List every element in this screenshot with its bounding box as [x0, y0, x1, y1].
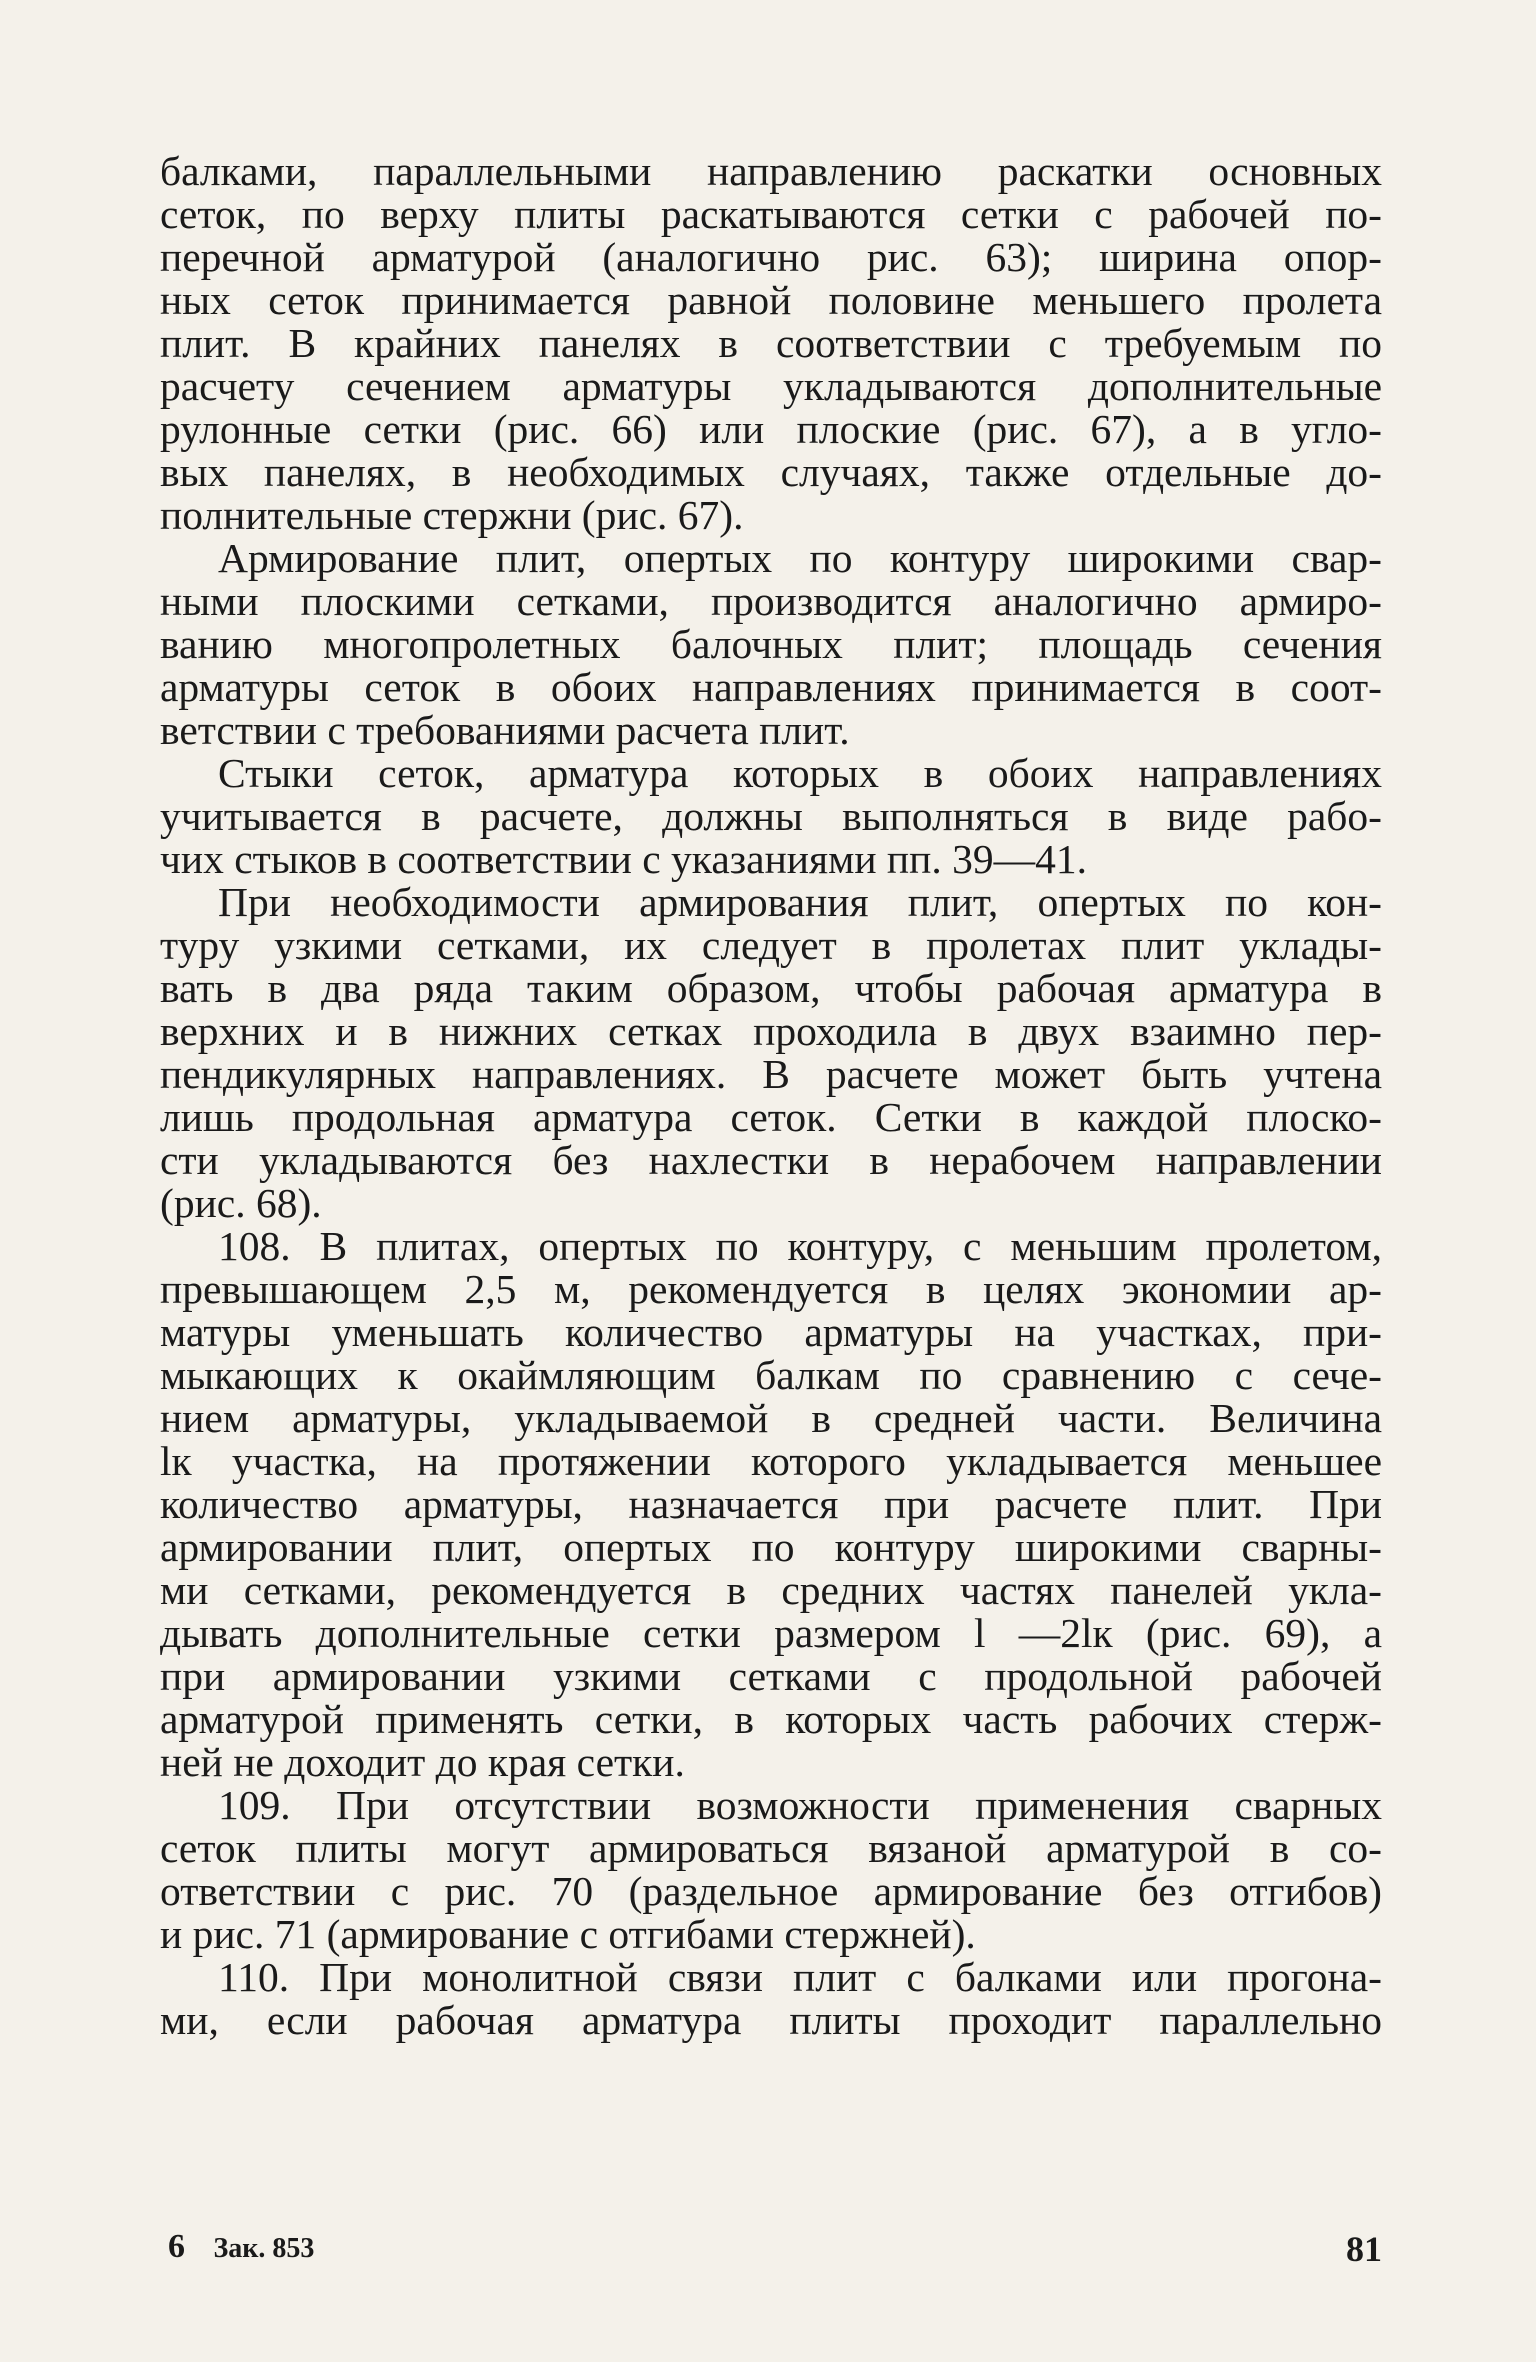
text-line: сеток плиты могут армироваться вязаной арматурой в со-	[160, 1825, 1382, 1871]
text-line: учитывается в расчете, должны выполняться в виде рабо-	[160, 793, 1382, 839]
text-line: ными плоскими сетками, производится аналогично армиро-	[160, 578, 1382, 624]
signature-number: 6	[168, 2228, 185, 2265]
text-line: сти укладываются без нахлестки в нерабочем направлении	[160, 1137, 1382, 1183]
text-line: ных сеток принимается равной половине меньшего пролета	[160, 277, 1382, 323]
page-number: 81	[1346, 2229, 1382, 2269]
text-line: ветствии с требованиями расчета плит.	[160, 707, 850, 753]
print-signature	[168, 2228, 314, 2266]
text-line: ванию многопролетных балочных плит; площадь сечения	[160, 621, 1382, 667]
paragraph-mesh-joints	[160, 752, 1382, 881]
order-number: Зак. 853	[213, 2233, 315, 2264]
text-line: лишь продольная арматура сеток. Сетки в каждой плоско-	[160, 1094, 1382, 1140]
text-line: 108. В плитах, опертых по контуру, с меньшим пролетом,	[218, 1223, 1382, 1269]
text-line: Армирование плит, опертых по контуру широкими свар-	[218, 535, 1382, 581]
text-line: нием арматуры, укладываемой в средней части. Величина	[160, 1395, 1382, 1441]
text-line: балками, параллельными направлению раскатки основных	[160, 148, 1382, 194]
text-line: ми, если рабочая арматура плиты проходит параллельно	[160, 1997, 1382, 2043]
text-line: вых панелях, в необходимых случаях, также отдельные до-	[160, 449, 1382, 495]
text-line: количество арматуры, назначается при расчете плит. При	[160, 1481, 1382, 1527]
paragraph-section-110	[160, 1956, 1382, 2042]
paragraph-section-109	[160, 1784, 1382, 1956]
text-line: 110. При монолитной связи плит с балками или прогона-	[218, 1954, 1382, 2000]
text-line: мыкающих к окаймляющим балкам по сравнению с сече-	[160, 1352, 1382, 1398]
text-line: ответствии с рис. 70 (раздельное армирование без отгибов)	[160, 1868, 1382, 1914]
text-line: полнительные стержни (рис. 67).	[160, 492, 744, 538]
paragraph-narrow-mesh	[160, 881, 1382, 1225]
text-line: Стыки сеток, арматура которых в обоих направлениях	[218, 750, 1382, 796]
text-line: арматурой применять сетки, в которых часть рабочих стерж-	[160, 1696, 1382, 1742]
text-line: туру узкими сетками, их следует в пролетах плит уклады-	[160, 922, 1382, 968]
text-line: При необходимости армирования плит, опертых по кон-	[218, 879, 1382, 925]
text-line: вать в два ряда таким образом, чтобы рабочая арматура в	[160, 965, 1382, 1011]
text-line: и рис. 71 (армирование с отгибами стержней).	[160, 1911, 976, 1957]
text-line: матуры уменьшать количество арматуры на участках, при-	[160, 1309, 1382, 1355]
text-line: армировании плит, опертых по контуру широкими сварны-	[160, 1524, 1382, 1570]
page-footer	[160, 2228, 1382, 2272]
text-line: плит. В крайних панелях в соответствии с требуемым по	[160, 320, 1382, 366]
text-line: (рис. 68).	[160, 1180, 322, 1226]
text-line: пендикулярных направлениях. В расчете может быть учтена	[160, 1051, 1382, 1097]
text-line: сеток, по верху плиты раскатываются сетки с рабочей по-	[160, 191, 1382, 237]
text-line: ней не доходит до края сетки.	[160, 1739, 685, 1785]
text-line: чих стыков в соответствии с указаниями пп. 39—41.	[160, 836, 1087, 882]
paragraph-continuation	[160, 150, 1382, 537]
text-line: дывать дополнительные сетки размером l —2lк (рис. 69), а	[160, 1610, 1382, 1656]
text-line: арматуры сеток в обоих направлениях принимается в соот-	[160, 664, 1382, 710]
paragraph-section-108	[160, 1225, 1382, 1784]
text-line: при армировании узкими сетками с продольной рабочей	[160, 1653, 1382, 1699]
text-line: превышающем 2,5 м, рекомендуется в целях экономии ар-	[160, 1266, 1382, 1312]
text-line: ми сетками, рекомендуется в средних частях панелей укла-	[160, 1567, 1382, 1613]
text-line: lк участка, на протяжении которого укладывается меньшее	[160, 1438, 1382, 1484]
text-line: перечной арматурой (аналогично рис. 63); ширина опор-	[160, 234, 1382, 280]
page-body	[160, 150, 1382, 2042]
text-line: рулонные сетки (рис. 66) или плоские (рис. 67), а в угло-	[160, 406, 1382, 452]
paragraph-wide-mesh	[160, 537, 1382, 752]
text-line: расчету сечением арматуры укладываются дополнительные	[160, 363, 1382, 409]
text-line: 109. При отсутствии возможности применения сварных	[218, 1782, 1382, 1828]
text-line: верхних и в нижних сетках проходила в двух взаимно пер-	[160, 1008, 1382, 1054]
